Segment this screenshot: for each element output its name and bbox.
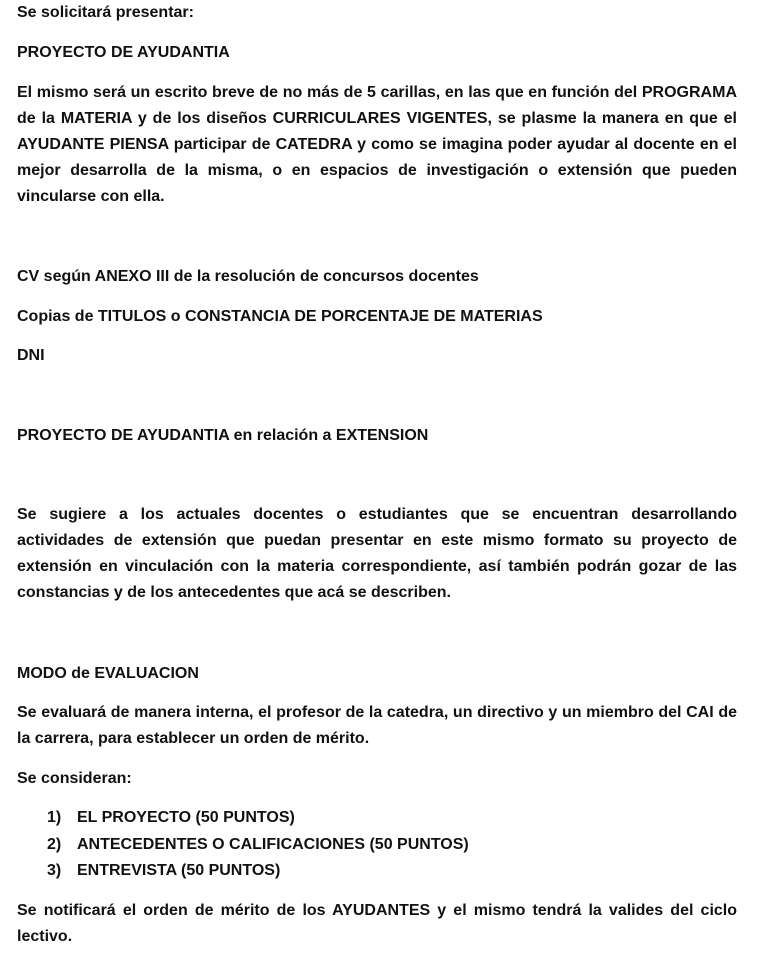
- requirement-copias: Copias de TITULOS o CONSTANCIA DE PORCENTAJE DE MATERIAS: [17, 308, 543, 325]
- requirement-cv: CV según ANEXO III de la resolución de concursos docentes: [17, 268, 479, 285]
- list-item-text: ENTREVISTA (50 PUNTOS): [77, 862, 281, 879]
- list-item-number: 2): [47, 835, 62, 853]
- intro-text: Se solicitará presentar:: [17, 4, 194, 21]
- proyecto-description: El mismo será un escrito breve de no más de 5 carillas, en las que en función del PROGRAMA de la MATERIA y de los diseños CURRICULARES VIGENTES, se plasme la manera en que el AYUDANTE PIENSA participar de CATEDRA y como se imagina poder ayudar al docente en el mejor desarrolla de la misma, o en espacios de investigación o extensión que pueden vincularse con ella.: [17, 84, 737, 205]
- criteria-list: [47, 805, 469, 885]
- list-item-number: 3): [47, 862, 62, 879]
- list-item-text: ANTECEDENTES O CALIFICACIONES (50 PUNTOS): [77, 835, 469, 853]
- list-item: [47, 805, 469, 832]
- closing-text: Se notificará el orden de mérito de los AYUDANTES y el mismo tendrá la valides del ciclo lectivo.: [17, 902, 737, 945]
- extension-description: Se sugiere a los actuales docentes o estudiantes que se encuentran desarrollando actividades de extensión que puedan presentar en este mismo formato su proyecto de extensión en vinculación con la materia correspondiente, así también podrán gozar de las constancias y de los antecedentes que acá se describen.: [17, 506, 737, 601]
- list-item-number: 1): [47, 809, 62, 826]
- evaluacion-description: Se evaluará de manera interna, el profesor de la catedra, un directivo y un miembro del CAI de la carrera, para establecer un orden de mérito.: [17, 704, 737, 747]
- heading-extension: PROYECTO DE AYUDANTIA en relación a EXTENSION: [17, 427, 429, 444]
- heading-proyecto: PROYECTO DE AYUDANTIA: [17, 44, 230, 61]
- list-item-text: EL PROYECTO (50 PUNTOS): [77, 809, 295, 826]
- list-item: [47, 832, 469, 859]
- heading-evaluacion: MODO de EVALUACION: [17, 665, 199, 682]
- requirement-dni: DNI: [17, 347, 45, 364]
- list-item: [47, 858, 469, 885]
- consideran-label: Se consideran:: [17, 770, 132, 787]
